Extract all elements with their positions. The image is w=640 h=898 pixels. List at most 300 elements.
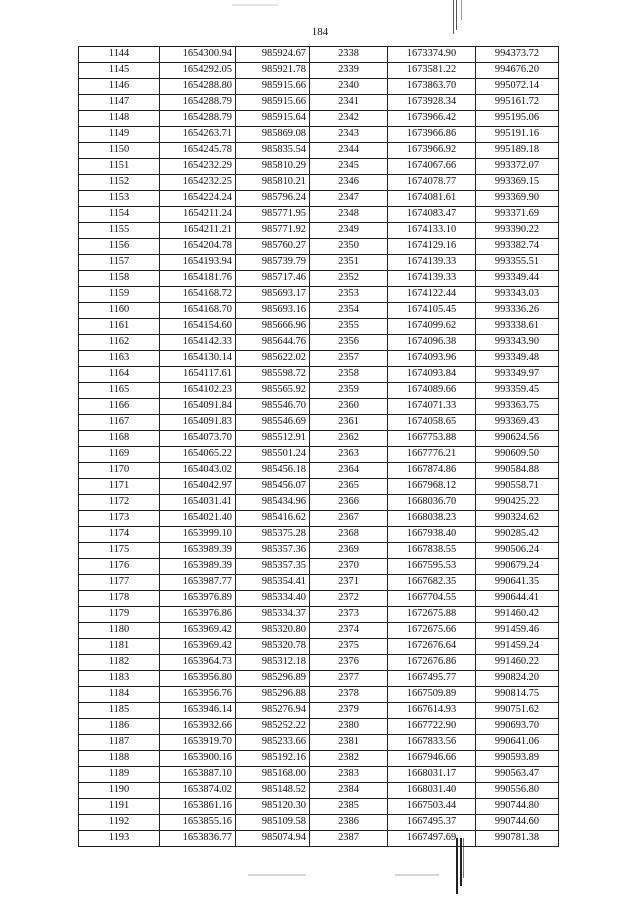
point-number-cell: 1146 (79, 79, 160, 95)
x-coordinate-cell: 1653987.77 (160, 575, 236, 591)
point-number-cell: 1164 (79, 367, 160, 383)
point-number-cell: 1180 (79, 623, 160, 639)
point-number-cell: 1171 (79, 479, 160, 495)
x-coordinate-cell: 1654073.70 (160, 431, 236, 447)
point-number-cell: 1179 (79, 607, 160, 623)
y-coordinate-cell: 985739.79 (236, 255, 310, 271)
point-number-cell: 1168 (79, 431, 160, 447)
y-coordinate-cell: 985168.00 (236, 767, 310, 783)
table-row (79, 575, 559, 591)
table-row (79, 111, 559, 127)
x-coordinate-2-cell: 1667614.93 (388, 703, 476, 719)
y-coordinate-cell: 985334.37 (236, 607, 310, 623)
y-coordinate-2-cell: 991460.22 (476, 655, 559, 671)
point-number-cell: 1184 (79, 687, 160, 703)
y-coordinate-cell: 985835.54 (236, 143, 310, 159)
x-coordinate-2-cell: 1673863.70 (388, 79, 476, 95)
point-number-2-cell: 2378 (310, 687, 388, 703)
table-row (79, 655, 559, 671)
point-number-cell: 1188 (79, 751, 160, 767)
point-number-2-cell: 2379 (310, 703, 388, 719)
y-coordinate-cell: 985434.96 (236, 495, 310, 511)
table-row (79, 191, 559, 207)
point-number-2-cell: 2345 (310, 159, 388, 175)
table-row (79, 47, 559, 63)
point-number-2-cell: 2384 (310, 783, 388, 799)
table-row (79, 127, 559, 143)
table-row (79, 783, 559, 799)
y-coordinate-2-cell: 990644.41 (476, 591, 559, 607)
y-coordinate-cell: 985771.95 (236, 207, 310, 223)
x-coordinate-2-cell: 1674139.33 (388, 271, 476, 287)
x-coordinate-2-cell: 1668038.23 (388, 511, 476, 527)
table-row (79, 527, 559, 543)
x-coordinate-2-cell: 1667938.40 (388, 527, 476, 543)
y-coordinate-cell: 985915.64 (236, 111, 310, 127)
x-coordinate-cell: 1654021.40 (160, 511, 236, 527)
table-row (79, 399, 559, 415)
point-number-2-cell: 2348 (310, 207, 388, 223)
point-number-2-cell: 2386 (310, 815, 388, 831)
table-row (79, 687, 559, 703)
x-coordinate-cell: 1653855.16 (160, 815, 236, 831)
y-coordinate-2-cell: 991460.42 (476, 607, 559, 623)
table-row (79, 239, 559, 255)
y-coordinate-cell: 985192.16 (236, 751, 310, 767)
point-number-cell: 1161 (79, 319, 160, 335)
y-coordinate-2-cell: 993390.22 (476, 223, 559, 239)
y-coordinate-cell: 985760.27 (236, 239, 310, 255)
x-coordinate-cell: 1654031.41 (160, 495, 236, 511)
y-coordinate-cell: 985252.22 (236, 719, 310, 735)
x-coordinate-cell: 1654042.97 (160, 479, 236, 495)
y-coordinate-2-cell: 990814.75 (476, 687, 559, 703)
point-number-2-cell: 2372 (310, 591, 388, 607)
scan-smudge-top (232, 4, 278, 6)
scan-artifact-top (453, 0, 462, 36)
y-coordinate-cell: 985074.94 (236, 831, 310, 847)
x-coordinate-2-cell: 1674071.33 (388, 399, 476, 415)
x-coordinate-2-cell: 1667874.86 (388, 463, 476, 479)
y-coordinate-2-cell: 994373.72 (476, 47, 559, 63)
point-number-2-cell: 2338 (310, 47, 388, 63)
y-coordinate-2-cell: 993349.48 (476, 351, 559, 367)
point-number-cell: 1174 (79, 527, 160, 543)
x-coordinate-2-cell: 1674081.61 (388, 191, 476, 207)
x-coordinate-2-cell: 1667753.88 (388, 431, 476, 447)
point-number-2-cell: 2339 (310, 63, 388, 79)
point-number-cell: 1148 (79, 111, 160, 127)
point-number-cell: 1173 (79, 511, 160, 527)
y-coordinate-2-cell: 990506.24 (476, 543, 559, 559)
point-number-cell: 1151 (79, 159, 160, 175)
point-number-cell: 1186 (79, 719, 160, 735)
y-coordinate-2-cell: 990563.47 (476, 767, 559, 783)
x-coordinate-2-cell: 1667722.90 (388, 719, 476, 735)
point-number-2-cell: 2340 (310, 79, 388, 95)
y-coordinate-2-cell: 993343.03 (476, 287, 559, 303)
x-coordinate-cell: 1654142.33 (160, 335, 236, 351)
y-coordinate-cell: 985546.69 (236, 415, 310, 431)
y-coordinate-cell: 985915.66 (236, 79, 310, 95)
point-number-cell: 1160 (79, 303, 160, 319)
point-number-cell: 1167 (79, 415, 160, 431)
x-coordinate-2-cell: 1674122.44 (388, 287, 476, 303)
table-row (79, 735, 559, 751)
point-number-2-cell: 2368 (310, 527, 388, 543)
y-coordinate-2-cell: 990556.80 (476, 783, 559, 799)
x-coordinate-cell: 1653836.77 (160, 831, 236, 847)
y-coordinate-cell: 985334.40 (236, 591, 310, 607)
point-number-cell: 1176 (79, 559, 160, 575)
x-coordinate-cell: 1654245.78 (160, 143, 236, 159)
y-coordinate-cell: 985717.46 (236, 271, 310, 287)
y-coordinate-2-cell: 990593.89 (476, 751, 559, 767)
table-row (79, 623, 559, 639)
point-number-2-cell: 2352 (310, 271, 388, 287)
y-coordinate-2-cell: 993363.75 (476, 399, 559, 415)
table-row (79, 95, 559, 111)
point-number-cell: 1175 (79, 543, 160, 559)
y-coordinate-cell: 985546.70 (236, 399, 310, 415)
y-coordinate-cell: 985320.78 (236, 639, 310, 655)
point-number-cell: 1147 (79, 95, 160, 111)
y-coordinate-2-cell: 991459.24 (476, 639, 559, 655)
point-number-2-cell: 2359 (310, 383, 388, 399)
y-coordinate-cell: 985512.91 (236, 431, 310, 447)
table-row (79, 543, 559, 559)
point-number-cell: 1183 (79, 671, 160, 687)
y-coordinate-cell: 985276.94 (236, 703, 310, 719)
point-number-2-cell: 2354 (310, 303, 388, 319)
x-coordinate-2-cell: 1674139.33 (388, 255, 476, 271)
x-coordinate-cell: 1653969.42 (160, 639, 236, 655)
table-row (79, 831, 559, 847)
point-number-2-cell: 2369 (310, 543, 388, 559)
x-coordinate-2-cell: 1673928.34 (388, 95, 476, 111)
x-coordinate-2-cell: 1667968.12 (388, 479, 476, 495)
y-coordinate-cell: 985320.80 (236, 623, 310, 639)
point-number-2-cell: 2342 (310, 111, 388, 127)
x-coordinate-cell: 1654292.05 (160, 63, 236, 79)
table-row (79, 719, 559, 735)
y-coordinate-cell: 985416.62 (236, 511, 310, 527)
table-row (79, 447, 559, 463)
point-number-cell: 1178 (79, 591, 160, 607)
y-coordinate-2-cell: 990558.71 (476, 479, 559, 495)
x-coordinate-cell: 1653976.86 (160, 607, 236, 623)
x-coordinate-2-cell: 1674105.45 (388, 303, 476, 319)
x-coordinate-cell: 1654288.79 (160, 111, 236, 127)
y-coordinate-2-cell: 990824.20 (476, 671, 559, 687)
y-coordinate-2-cell: 990624.56 (476, 431, 559, 447)
y-coordinate-cell: 985810.29 (236, 159, 310, 175)
table-row (79, 495, 559, 511)
y-coordinate-cell: 985148.52 (236, 783, 310, 799)
point-number-cell: 1166 (79, 399, 160, 415)
point-number-cell: 1154 (79, 207, 160, 223)
x-coordinate-cell: 1654117.61 (160, 367, 236, 383)
y-coordinate-2-cell: 993355.51 (476, 255, 559, 271)
point-number-2-cell: 2360 (310, 399, 388, 415)
table-row (79, 479, 559, 495)
x-coordinate-cell: 1654263.71 (160, 127, 236, 143)
point-number-cell: 1193 (79, 831, 160, 847)
table-row (79, 319, 559, 335)
point-number-cell: 1163 (79, 351, 160, 367)
y-coordinate-2-cell: 995195.06 (476, 111, 559, 127)
y-coordinate-2-cell: 990425.22 (476, 495, 559, 511)
y-coordinate-cell: 985666.96 (236, 319, 310, 335)
x-coordinate-2-cell: 1668031.40 (388, 783, 476, 799)
point-number-2-cell: 2362 (310, 431, 388, 447)
point-number-2-cell: 2358 (310, 367, 388, 383)
point-number-2-cell: 2387 (310, 831, 388, 847)
point-number-2-cell: 2361 (310, 415, 388, 431)
table-row (79, 159, 559, 175)
x-coordinate-cell: 1654211.24 (160, 207, 236, 223)
x-coordinate-cell: 1654288.80 (160, 79, 236, 95)
table-row (79, 431, 559, 447)
x-coordinate-2-cell: 1674099.62 (388, 319, 476, 335)
point-number-2-cell: 2366 (310, 495, 388, 511)
y-coordinate-2-cell: 990751.62 (476, 703, 559, 719)
x-coordinate-2-cell: 1667682.35 (388, 575, 476, 591)
x-coordinate-cell: 1653932.66 (160, 719, 236, 735)
y-coordinate-2-cell: 990781.38 (476, 831, 559, 847)
x-coordinate-2-cell: 1672675.88 (388, 607, 476, 623)
x-coordinate-cell: 1653956.80 (160, 671, 236, 687)
table-row (79, 287, 559, 303)
x-coordinate-cell: 1653887.10 (160, 767, 236, 783)
x-coordinate-2-cell: 1667946.66 (388, 751, 476, 767)
table-row (79, 271, 559, 287)
x-coordinate-2-cell: 1673966.92 (388, 143, 476, 159)
table-row (79, 767, 559, 783)
y-coordinate-2-cell: 993382.74 (476, 239, 559, 255)
x-coordinate-cell: 1654154.60 (160, 319, 236, 335)
y-coordinate-cell: 985233.66 (236, 735, 310, 751)
x-coordinate-cell: 1653861.16 (160, 799, 236, 815)
point-number-cell: 1182 (79, 655, 160, 671)
x-coordinate-cell: 1654204.78 (160, 239, 236, 255)
x-coordinate-2-cell: 1673966.42 (388, 111, 476, 127)
point-number-2-cell: 2367 (310, 511, 388, 527)
table-row (79, 303, 559, 319)
x-coordinate-cell: 1654168.72 (160, 287, 236, 303)
y-coordinate-cell: 985869.08 (236, 127, 310, 143)
x-coordinate-2-cell: 1674096.38 (388, 335, 476, 351)
x-coordinate-cell: 1654232.25 (160, 175, 236, 191)
x-coordinate-cell: 1654181.76 (160, 271, 236, 287)
point-number-2-cell: 2356 (310, 335, 388, 351)
table-row (79, 223, 559, 239)
table-row (79, 335, 559, 351)
point-number-2-cell: 2341 (310, 95, 388, 111)
point-number-2-cell: 2370 (310, 559, 388, 575)
y-coordinate-2-cell: 990744.80 (476, 799, 559, 815)
table-row (79, 751, 559, 767)
y-coordinate-2-cell: 993343.90 (476, 335, 559, 351)
x-coordinate-2-cell: 1674089.66 (388, 383, 476, 399)
point-number-cell: 1185 (79, 703, 160, 719)
y-coordinate-2-cell: 995191.16 (476, 127, 559, 143)
y-coordinate-2-cell: 990679.24 (476, 559, 559, 575)
table-row (79, 703, 559, 719)
point-number-cell: 1187 (79, 735, 160, 751)
x-coordinate-2-cell: 1668036.70 (388, 495, 476, 511)
point-number-2-cell: 2382 (310, 751, 388, 767)
x-coordinate-cell: 1654102.23 (160, 383, 236, 399)
y-coordinate-2-cell: 990641.06 (476, 735, 559, 751)
y-coordinate-cell: 985622.02 (236, 351, 310, 367)
x-coordinate-2-cell: 1672675.66 (388, 623, 476, 639)
x-coordinate-2-cell: 1667509.89 (388, 687, 476, 703)
x-coordinate-cell: 1654288.79 (160, 95, 236, 111)
x-coordinate-cell: 1653919.70 (160, 735, 236, 751)
y-coordinate-2-cell: 990641.35 (476, 575, 559, 591)
table-row (79, 815, 559, 831)
point-number-2-cell: 2351 (310, 255, 388, 271)
y-coordinate-cell: 985354.41 (236, 575, 310, 591)
table-row (79, 79, 559, 95)
x-coordinate-cell: 1654193.94 (160, 255, 236, 271)
y-coordinate-2-cell: 990744.60 (476, 815, 559, 831)
table-row (79, 463, 559, 479)
x-coordinate-cell: 1653946.14 (160, 703, 236, 719)
y-coordinate-cell: 985375.28 (236, 527, 310, 543)
x-coordinate-cell: 1653874.02 (160, 783, 236, 799)
x-coordinate-2-cell: 1667704.55 (388, 591, 476, 607)
y-coordinate-2-cell: 994676.20 (476, 63, 559, 79)
y-coordinate-cell: 985915.66 (236, 95, 310, 111)
table-row (79, 559, 559, 575)
point-number-cell: 1177 (79, 575, 160, 591)
point-number-2-cell: 2353 (310, 287, 388, 303)
y-coordinate-2-cell: 990285.42 (476, 527, 559, 543)
point-number-cell: 1172 (79, 495, 160, 511)
x-coordinate-2-cell: 1672676.86 (388, 655, 476, 671)
table-row (79, 207, 559, 223)
x-coordinate-2-cell: 1668031.17 (388, 767, 476, 783)
table-row (79, 255, 559, 271)
point-number-cell: 1192 (79, 815, 160, 831)
x-coordinate-2-cell: 1674058.65 (388, 415, 476, 431)
y-coordinate-2-cell: 993372.07 (476, 159, 559, 175)
point-number-cell: 1155 (79, 223, 160, 239)
x-coordinate-cell: 1654091.84 (160, 399, 236, 415)
table-row (79, 367, 559, 383)
point-number-2-cell: 2383 (310, 767, 388, 783)
y-coordinate-2-cell: 993349.44 (476, 271, 559, 287)
point-number-2-cell: 2346 (310, 175, 388, 191)
x-coordinate-2-cell: 1673374.90 (388, 47, 476, 63)
x-coordinate-2-cell: 1673966.86 (388, 127, 476, 143)
y-coordinate-2-cell: 990609.50 (476, 447, 559, 463)
y-coordinate-2-cell: 993369.15 (476, 175, 559, 191)
x-coordinate-2-cell: 1674133.10 (388, 223, 476, 239)
x-coordinate-2-cell: 1667497.69 (388, 831, 476, 847)
scan-smudge-bottom-left (248, 874, 306, 876)
y-coordinate-cell: 985810.21 (236, 175, 310, 191)
table-row (79, 143, 559, 159)
y-coordinate-2-cell: 993359.45 (476, 383, 559, 399)
point-number-2-cell: 2374 (310, 623, 388, 639)
point-number-cell: 1150 (79, 143, 160, 159)
y-coordinate-2-cell: 993369.43 (476, 415, 559, 431)
x-coordinate-2-cell: 1674067.66 (388, 159, 476, 175)
y-coordinate-cell: 985357.36 (236, 543, 310, 559)
table-row (79, 63, 559, 79)
x-coordinate-cell: 1654232.29 (160, 159, 236, 175)
table-row (79, 639, 559, 655)
y-coordinate-cell: 985598.72 (236, 367, 310, 383)
y-coordinate-cell: 985357.35 (236, 559, 310, 575)
point-number-2-cell: 2355 (310, 319, 388, 335)
x-coordinate-cell: 1653900.16 (160, 751, 236, 767)
point-number-2-cell: 2375 (310, 639, 388, 655)
point-number-2-cell: 2349 (310, 223, 388, 239)
table-row (79, 415, 559, 431)
y-coordinate-2-cell: 990324.62 (476, 511, 559, 527)
point-number-cell: 1157 (79, 255, 160, 271)
y-coordinate-2-cell: 995189.18 (476, 143, 559, 159)
y-coordinate-cell: 985693.17 (236, 287, 310, 303)
table-row (79, 175, 559, 191)
x-coordinate-2-cell: 1674083.47 (388, 207, 476, 223)
x-coordinate-2-cell: 1667833.56 (388, 735, 476, 751)
point-number-2-cell: 2344 (310, 143, 388, 159)
y-coordinate-cell: 985921.78 (236, 63, 310, 79)
point-number-2-cell: 2376 (310, 655, 388, 671)
x-coordinate-cell: 1653989.39 (160, 543, 236, 559)
x-coordinate-cell: 1653964.73 (160, 655, 236, 671)
y-coordinate-cell: 985296.88 (236, 687, 310, 703)
y-coordinate-2-cell: 993338.61 (476, 319, 559, 335)
y-coordinate-2-cell: 990584.88 (476, 463, 559, 479)
y-coordinate-cell: 985693.16 (236, 303, 310, 319)
point-number-2-cell: 2365 (310, 479, 388, 495)
x-coordinate-cell: 1654130.14 (160, 351, 236, 367)
y-coordinate-2-cell: 993369.90 (476, 191, 559, 207)
table-row (79, 351, 559, 367)
point-number-2-cell: 2350 (310, 239, 388, 255)
x-coordinate-2-cell: 1674093.96 (388, 351, 476, 367)
x-coordinate-2-cell: 1672676.64 (388, 639, 476, 655)
point-number-cell: 1159 (79, 287, 160, 303)
x-coordinate-2-cell: 1667776.21 (388, 447, 476, 463)
point-number-2-cell: 2343 (310, 127, 388, 143)
y-coordinate-2-cell: 993349.97 (476, 367, 559, 383)
x-coordinate-cell: 1654300.94 (160, 47, 236, 63)
x-coordinate-2-cell: 1674093.84 (388, 367, 476, 383)
table-row (79, 383, 559, 399)
table-row (79, 607, 559, 623)
y-coordinate-cell: 985565.92 (236, 383, 310, 399)
point-number-2-cell: 2381 (310, 735, 388, 751)
table-row (79, 671, 559, 687)
x-coordinate-2-cell: 1667503.44 (388, 799, 476, 815)
point-number-cell: 1145 (79, 63, 160, 79)
y-coordinate-cell: 985456.07 (236, 479, 310, 495)
point-number-2-cell: 2380 (310, 719, 388, 735)
x-coordinate-2-cell: 1667838.55 (388, 543, 476, 559)
y-coordinate-cell: 985501.24 (236, 447, 310, 463)
point-number-2-cell: 2371 (310, 575, 388, 591)
x-coordinate-cell: 1653989.39 (160, 559, 236, 575)
point-number-cell: 1191 (79, 799, 160, 815)
coordinates-table (78, 46, 559, 847)
